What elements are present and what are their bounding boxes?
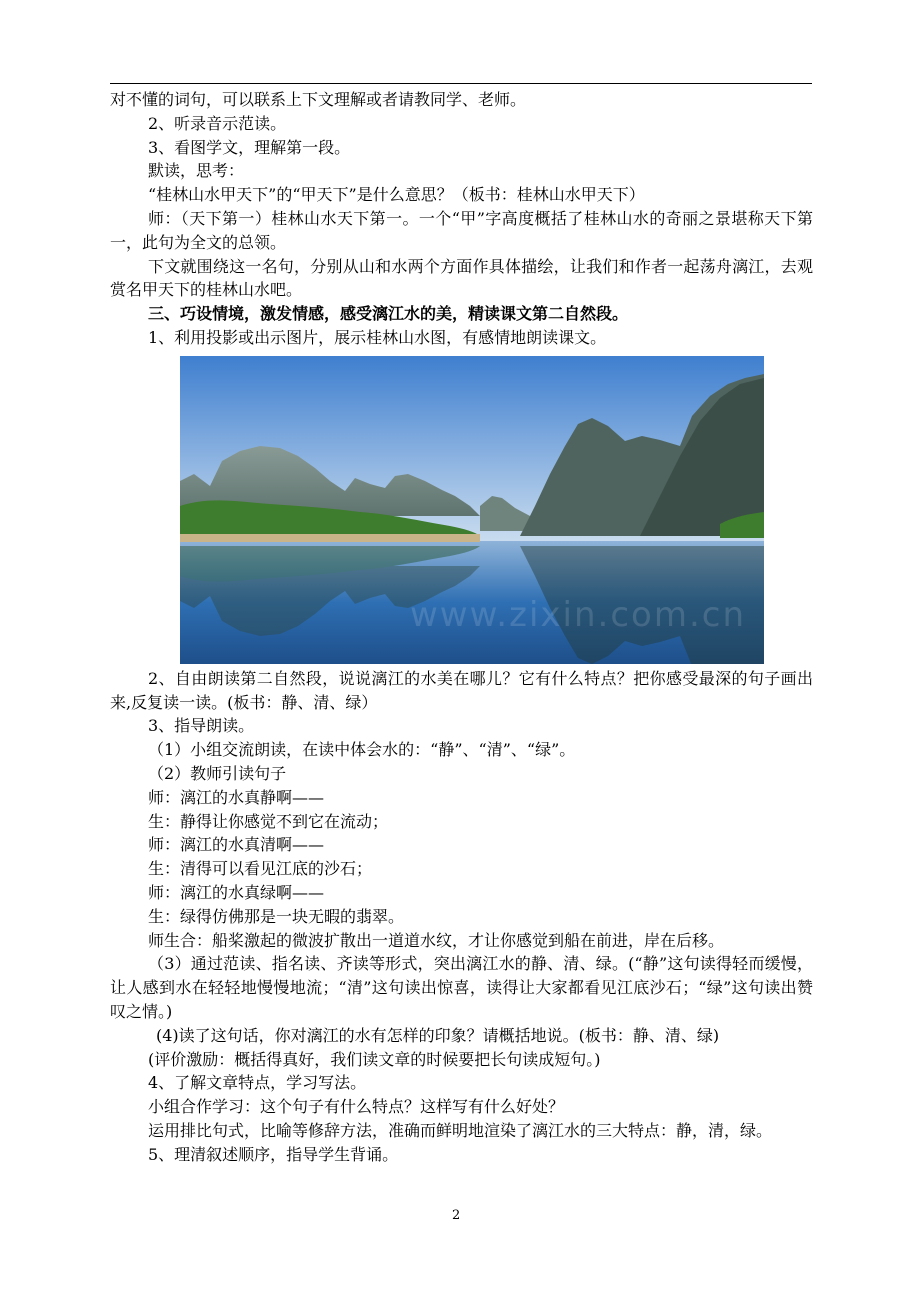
paragraph: 4、了解文章特点，学习写法。 xyxy=(148,1073,367,1093)
paragraph: 3、看图学文，理解第一段。 xyxy=(148,137,351,157)
paragraph: 2、自由朗读第二自然段，说说漓江的水美在哪儿？它有什么特点？把你感受最深的句子画出来,反复读一读。(板书：静、清、绿） xyxy=(110,668,813,712)
watermark-text: www.zixin.com.cn xyxy=(410,594,746,635)
paragraph: 1、利用投影或出示图片，展示桂林山水图，有感情地朗读课文。 xyxy=(148,327,607,347)
guilin-landscape-photo xyxy=(180,356,764,664)
paragraphs-top xyxy=(110,88,813,350)
page-number: 2 xyxy=(452,1208,461,1223)
header-rule xyxy=(110,83,812,84)
paragraph: 师：漓江的水真静啊—— xyxy=(148,787,325,807)
paragraph: 生：静得让你感觉不到它在流动； xyxy=(148,811,389,831)
paragraph: “桂林山水甲天下”的“甲天下”是什么意思？（板书：桂林山水甲天下） xyxy=(148,185,645,205)
paragraph: (4)读了这句话，你对漓江的水有怎样的印象？请概括地说。(板书：静、清、绿) xyxy=(156,1025,720,1045)
paragraph: 5、理清叙述顺序，指导学生背诵。 xyxy=(148,1144,399,1164)
paragraph: （3）通过范读、指名读、齐读等形式，突出漓江水的静、清、绿。(“静”这句读得轻而缓慢，让人感到水在轻轻地慢慢地流；“清”这句读出惊喜，读得让大家都看见江底沙石；“绿”这句读出赞叹之情。) xyxy=(110,954,813,1021)
paragraph: 师：漓江的水真清啊—— xyxy=(148,835,325,855)
paragraph: （1）小组交流朗读，在读中体会水的：“静”、“清”、“绿”。 xyxy=(148,740,576,760)
paragraphs-bottom xyxy=(110,667,813,1167)
paragraph: 小组合作学习：这个句子有什么特点？这样写有什么好处？ xyxy=(148,1097,565,1117)
paragraph: 3、指导朗读。 xyxy=(148,716,255,736)
paragraph: 三、巧设情境，激发情感，感受漓江水的美，精读课文第二自然段。 xyxy=(148,304,629,324)
paragraph: 2、听录音示范读。 xyxy=(148,113,287,133)
paragraph: 下文就围绕这一名句，分别从山和水两个方面作具体描绘，让我们和作者一起荡舟漓江，去观赏名甲天下的桂林山水吧。 xyxy=(110,256,813,300)
document-body xyxy=(110,88,813,1167)
paragraph: (评价激励：概括得真好，我们读文章的时候要把长句读成短句。) xyxy=(148,1049,601,1069)
paragraph: 对不懂的词句，可以联系上下文理解或者请教同学、老师。 xyxy=(110,90,527,109)
paragraph: 默读，思考： xyxy=(148,161,245,181)
paragraph: 生：绿得仿佛那是一块无暇的翡翠。 xyxy=(148,906,405,926)
paragraph: 运用排比句式，比喻等修辞方法，准确而鲜明地渲染了漓江水的三大特点：静，清，绿。 xyxy=(148,1120,773,1140)
paragraph: （2）教师引读句子 xyxy=(148,763,287,783)
paragraph: 师生合：船桨激起的微波扩散出一道道水纹，才让你感觉到船在前进，岸在后移。 xyxy=(148,930,725,950)
paragraph: 师：（天下第一）桂林山水天下第一。一个“甲”字高度概括了桂林山水的奇丽之景堪称天下第一，此句为全文的总领。 xyxy=(110,208,813,252)
paragraph: 生：清得可以看见江底的沙石； xyxy=(148,859,373,879)
paragraph: 师：漓江的水真绿啊—— xyxy=(148,882,325,902)
